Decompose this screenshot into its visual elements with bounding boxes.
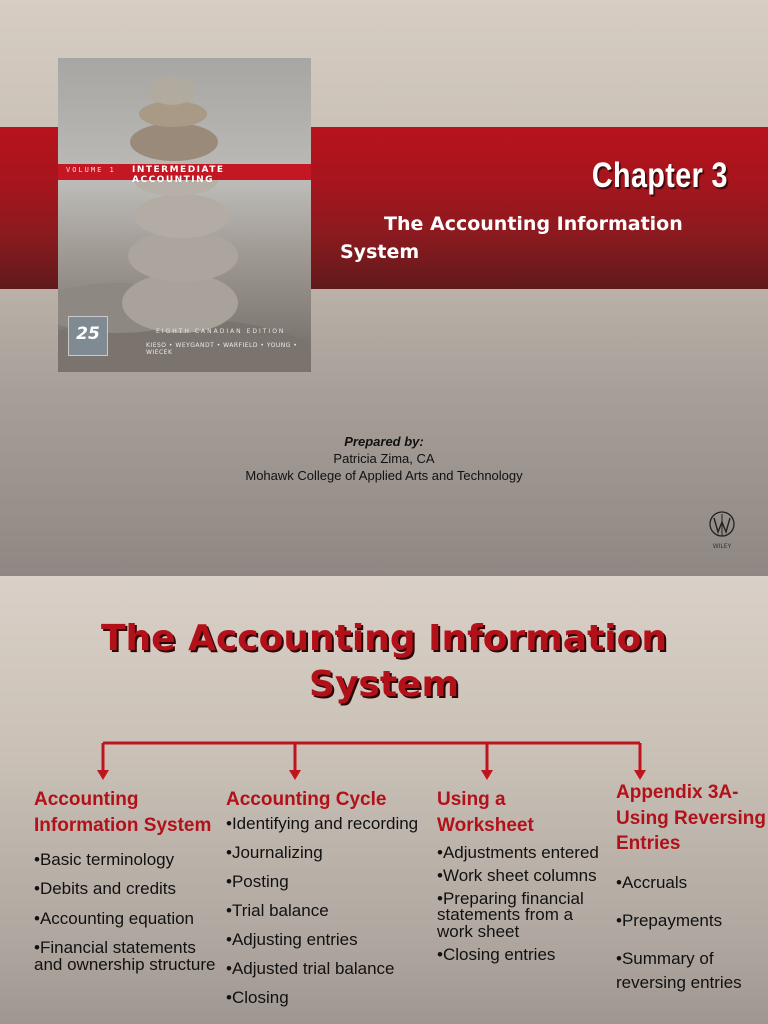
list-item: •Basic terminology [34, 849, 175, 869]
list-item: •Adjustments entered [437, 842, 599, 862]
wiley-logo-icon [706, 510, 738, 552]
list-item: •Posting [226, 871, 289, 891]
prepared-by-label: Prepared by: [344, 434, 424, 449]
prepared-by-block [0, 433, 768, 484]
overview-title [0, 616, 768, 708]
list-item: •Debits and credits [34, 879, 177, 898]
column-heading: Appendix 3A- Using Reversing Entries [616, 782, 766, 854]
overview-slide [0, 576, 768, 1024]
list-item: •Preparing financial statements from a work sheet [437, 888, 584, 941]
list-item: •Adjusting entries [226, 929, 358, 949]
topic-column-accounting-cycle [226, 787, 431, 1009]
list-item: •Financial statements and ownership structure [34, 938, 216, 974]
column-heading: Accounting Information System [34, 789, 212, 836]
connector-tree [0, 736, 768, 786]
topic-column-appendix-3a [616, 780, 766, 995]
chapter-subtitle: The Accounting Information System [340, 213, 683, 263]
cover-volume: VOLUME 1 [66, 166, 116, 174]
cover-authors: KIESO • WEYGANDT • WARFIELD • YOUNG • WIECEK [146, 342, 298, 356]
anniversary-badge: 25 [68, 316, 108, 356]
column-heading: Using a Worksheet [437, 789, 534, 836]
overview-title-text: The Accounting Information System [100, 618, 668, 705]
list-item: •Journalizing [226, 842, 323, 862]
list-item: •Trial balance [226, 900, 329, 920]
list-item: •Closing entries [437, 944, 556, 964]
list-item: •Prepayments [616, 910, 723, 930]
list-item: •Identifying and recording [226, 813, 419, 833]
list-item: •Summary of reversing entries [616, 948, 742, 992]
column-heading: Accounting Cycle [226, 789, 387, 810]
cover-edition: EIGHTH CANADIAN EDITION [156, 328, 286, 335]
list-item: •Work sheet columns [437, 865, 597, 885]
list-item: •Closing [226, 987, 289, 1007]
institution-name: Mohawk College of Applied Arts and Technology [245, 468, 523, 483]
book-cover [58, 58, 311, 372]
cover-title: INTERMEDIATE ACCOUNTING [132, 165, 225, 185]
logo-wordmark: WILEY [712, 543, 732, 550]
chapter-title: Chapter 3 [591, 156, 728, 195]
topic-column-accounting-information-system [34, 787, 224, 973]
topic-column-using-a-worksheet [437, 787, 607, 963]
preparer-name: Patricia Zima, CA [333, 451, 435, 466]
list-item: •Accruals [616, 872, 688, 892]
list-item: •Accounting equation [34, 908, 195, 928]
list-item: •Adjusted trial balance [226, 958, 395, 978]
